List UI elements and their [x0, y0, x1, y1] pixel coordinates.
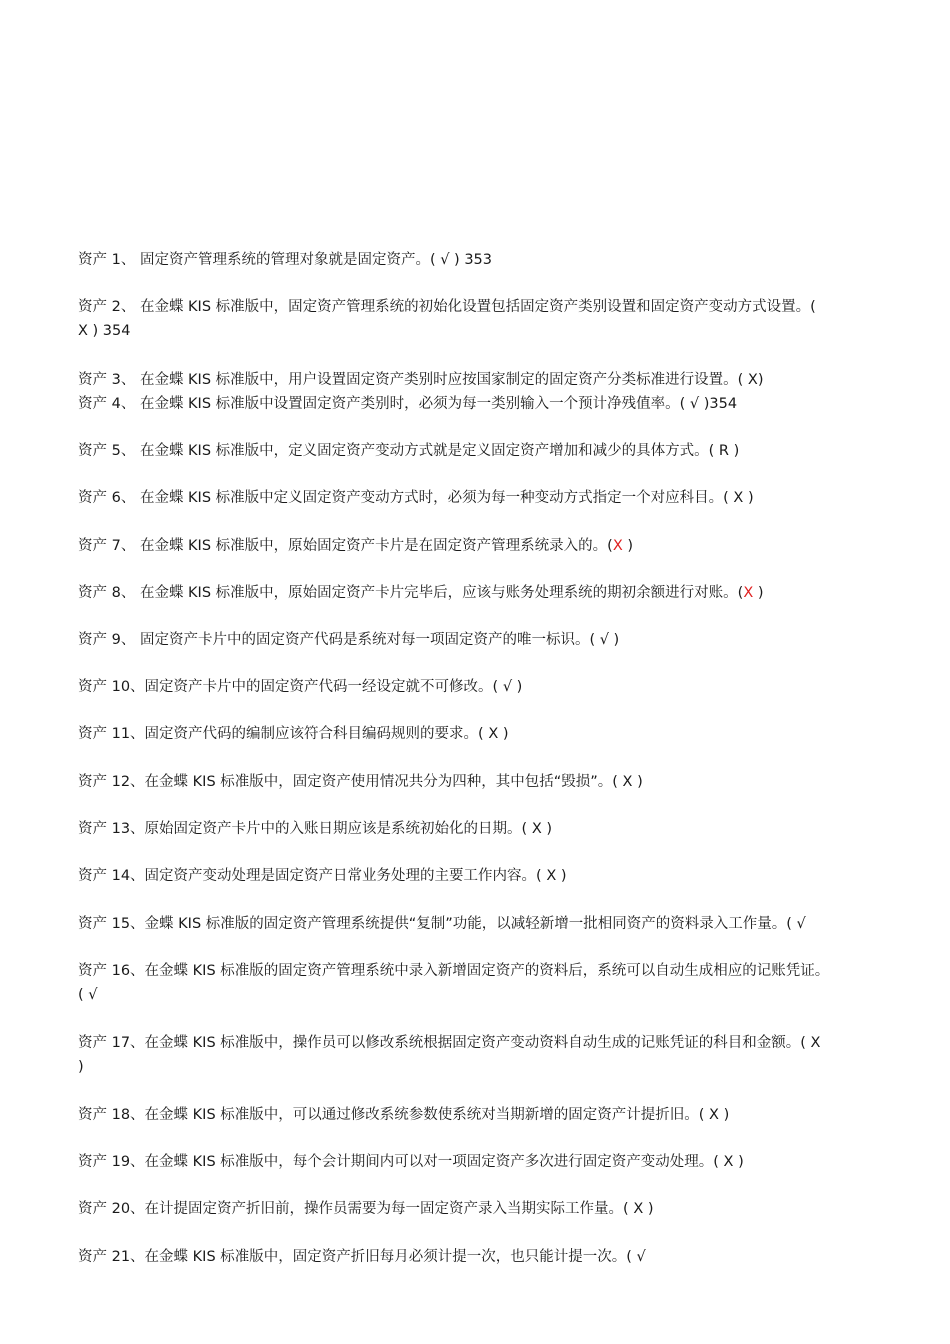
question-8-answer: X [743, 585, 754, 601]
question-17: 资产 17、在金蝶 KIS 标准版中，操作员可以修改系统根据固定资产变动资料自动生成的记账凭证的科目和金额。( X [78, 1035, 821, 1051]
question-12: 资产 12、在金蝶 KIS 标准版中，固定资产使用情况共分为四种，其中包括“毁损”。( X ) [78, 774, 643, 790]
question-7-answer: X [612, 538, 623, 554]
question-3: 资产 3、 在金蝶 KIS 标准版中，用户设置固定资产类别时应按国家制定的固定资产分类标准进行设置。( X) [78, 372, 764, 388]
question-19: 资产 19、在金蝶 KIS 标准版中，每个会计期间内可以对一项固定资产多次进行固定资产变动处理。( X ) [78, 1154, 744, 1170]
question-5: 资产 5、 在金蝶 KIS 标准版中，定义固定资产变动方式就是定义固定资产增加和减少的具体方式。( R ) [78, 443, 740, 459]
question-16-cont: ( √ [78, 987, 98, 1003]
question-6: 资产 6、 在金蝶 KIS 标准版中定义固定资产变动方式时，必须为每一种变动方式指定一个对应科目。( X ) [78, 490, 754, 506]
question-17-cont: ) [78, 1059, 84, 1075]
question-2-cont: X ) 354 [78, 323, 131, 339]
question-7 [78, 534, 908, 558]
question-18: 资产 18、在金蝶 KIS 标准版中，可以通过修改系统参数使系统对当期新增的固定资产计提折旧。( X ) [78, 1107, 730, 1123]
question-15: 资产 15、金蝶 KIS 标准版的固定资产管理系统提供“复制”功能，以减轻新增一批相同资产的资料录入工作量。( √ [78, 916, 806, 932]
question-8-tail: ) [753, 585, 764, 601]
question-9: 资产 9、 固定资产卡片中的固定资产代码是系统对每一项固定资产的唯一标识。( √ ) [78, 632, 620, 648]
question-7-text: 资产 7、 在金蝶 KIS 标准版中，原始固定资产卡片是在固定资产管理系统录入的。( [78, 538, 613, 554]
question-1: 资产 1、 固定资产管理系统的管理对象就是固定资产。( √ ) 353 [78, 252, 492, 268]
question-20: 资产 20、在计提固定资产折旧前，操作员需要为每一固定资产录入当期实际工作量。( X ) [78, 1201, 654, 1217]
question-2: 资产 2、 在金蝶 KIS 标准版中，固定资产管理系统的初始化设置包括固定资产类别设置和固定资产变动方式设置。( [78, 299, 816, 315]
question-11: 资产 11、固定资产代码的编制应该符合科目编码规则的要求。( X ) [78, 726, 509, 742]
question-7-tail: ) [622, 538, 634, 554]
question-21: 资产 21、在金蝶 KIS 标准版中，固定资产折旧每月必须计提一次，也只能计提一次。( √ [78, 1249, 646, 1265]
question-8 [78, 581, 908, 605]
question-8-text: 资产 8、 在金蝶 KIS 标准版中，原始固定资产卡片完毕后，应该与账务处理系统的期初余额进行对账。( [78, 585, 744, 601]
question-13: 资产 13、原始固定资产卡片中的入账日期应该是系统初始化的日期。( X ) [78, 821, 553, 837]
question-16: 资产 16、在金蝶 KIS 标准版的固定资产管理系统中录入新增固定资产的资料后，系统可以自动生成相应的记账凭证。 [78, 963, 830, 979]
question-10: 资产 10、固定资产卡片中的固定资产代码一经设定就不可修改。( √ ) [78, 679, 523, 695]
question-14: 资产 14、固定资产变动处理是固定资产日常业务处理的主要工作内容。( X ) [78, 868, 567, 884]
question-4: 资产 4、 在金蝶 KIS 标准版中设置固定资产类别时，必须为每一类别输入一个预计净残值率。( √ )354 [78, 396, 738, 412]
